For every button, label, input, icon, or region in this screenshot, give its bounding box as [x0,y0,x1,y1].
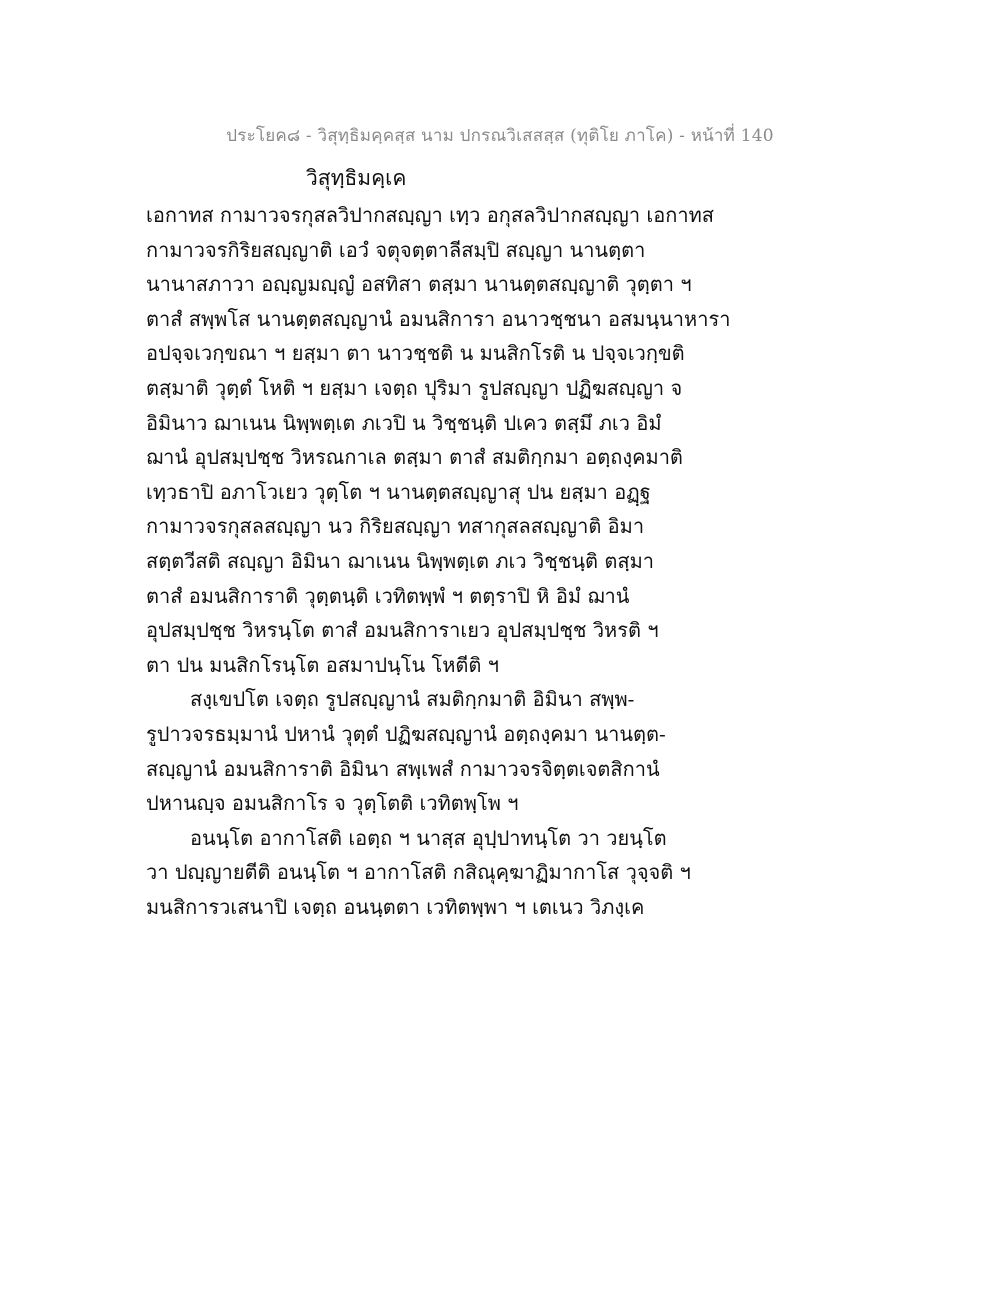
text-line: ตาสํ สพฺพโส นานตฺตสญฺญานํ อมนสิการา อนาวชฺชนา อสมนฺนาหารา [146,306,731,331]
paragraph-3 [146,821,866,925]
paragraph-2 [146,682,866,820]
text-line: เอกาทส กามาวจรกุสลวิปากสญฺญา เทฺว อกุสลวิปากสญฺญา เอกาทส [146,203,715,227]
text-line: อปจฺจเวกฺขณา ฯ ยสฺมา ตา นาวชฺชติ น มนสิกโรติ น ปจฺจเวกฺขติ [146,341,685,366]
section-title: วิสุทฺธิมคฺเค [306,166,407,190]
text-line: ฌานํ อุปสมฺปชฺช วิหรณกาเล ตสฺมา ตาสํ สมติกฺกมา อตฺถงฺคมาติ [146,445,683,470]
text-line: สงฺเขปโต เจตฺถ รูปสญฺญานํ สมติกฺกมาติ อิมินา สพฺพ- [190,687,635,712]
text-line: ตา ปน มนสิกโรนฺโต อสมาปนฺโน โหตีติ ฯ [146,652,499,677]
running-header: ประโยค๘ - วิสุทฺธิมคฺคสฺส นาม ปกรณวิเสสสฺส (ทุติโย ภาโค) - หน้าที่ 140 [226,126,774,146]
text-line: ตสฺมาติ วุตฺตํ โหติ ฯ ยสฺมา เจตฺถ ปุริมา รูปสญฺญา ปฏิฆสญฺญา จ [146,375,683,400]
text-line: อิมินาว ฌาเนน นิพฺพตฺเต ภเวปิ น วิชฺชนฺติ ปเคว ตสฺมึ ภเว อิมํ [146,410,662,435]
body-text [146,198,866,924]
text-line: สญฺญานํ อมนสิการาติ อิมินา สพฺเพสํ กามาวจรจิตฺตเจตสิกานํ [146,756,660,781]
text-line: วา ปญฺญายตีติ อนนฺโต ฯ อากาโสติ กสิณุคฺฆาฏิมากาโส วุจฺจติ ฯ [146,860,691,885]
text-line: อุปสมฺปชฺช วิหรนฺโต ตาสํ อมนสิการาเยว อุปสมฺปชฺช วิหรติ ฯ [146,618,659,643]
text-line: รูปาวจรธมฺมานํ ปหานํ วุตฺตํ ปฏิฆสญฺญานํ อตฺถงฺคมา นานตฺต- [146,721,666,746]
text-line: ตาสํ อมนสิการาติ วุตฺตนฺติ เวทิตพฺพํ ฯ ตตฺราปิ หิ อิมํ ฌานํ [146,583,630,608]
text-line: อนนฺโต อากาโสติ เอตฺถ ฯ นาสฺส อุปฺปาทนฺโต วา วยนฺโต [190,825,667,850]
text-line: กามาวจรกิริยสญฺญาติ เอวํ จตุจตฺตาลีสมฺปิ สญฺญา นานตฺตา [146,237,646,262]
paragraph-1 [146,198,866,682]
text-line: สตฺตวีสติ สญฺญา อิมินา ฌาเนน นิพฺพตฺเต ภเว วิชฺชนฺติ ตสฺมา [146,548,654,573]
text-line: ปหานญฺจ อมนสิกาโร จ วุตฺโตติ เวทิตพฺโพ ฯ [146,791,519,816]
text-line: เทฺวธาปิ อภาโวเยว วุตฺโต ฯ นานตฺตสญฺญาสุ ปน ยสฺมา อฏฺฐ [146,479,651,504]
text-line: กามาวจรกุสลสญฺญา นว กิริยสญฺญา ทสากุสลสญฺญาติ อิมา [146,514,645,539]
text-line: มนสิการวเสนาปิ เจตฺถ อนนฺตตา เวทิตพฺพา ฯ เตเนว วิภงฺเค [146,894,645,919]
text-line: นานาสภาวา อญฺญมญฺญํ อสทิสา ตสฺมา นานตฺตสญฺญาติ วุตฺตา ฯ [146,272,692,297]
